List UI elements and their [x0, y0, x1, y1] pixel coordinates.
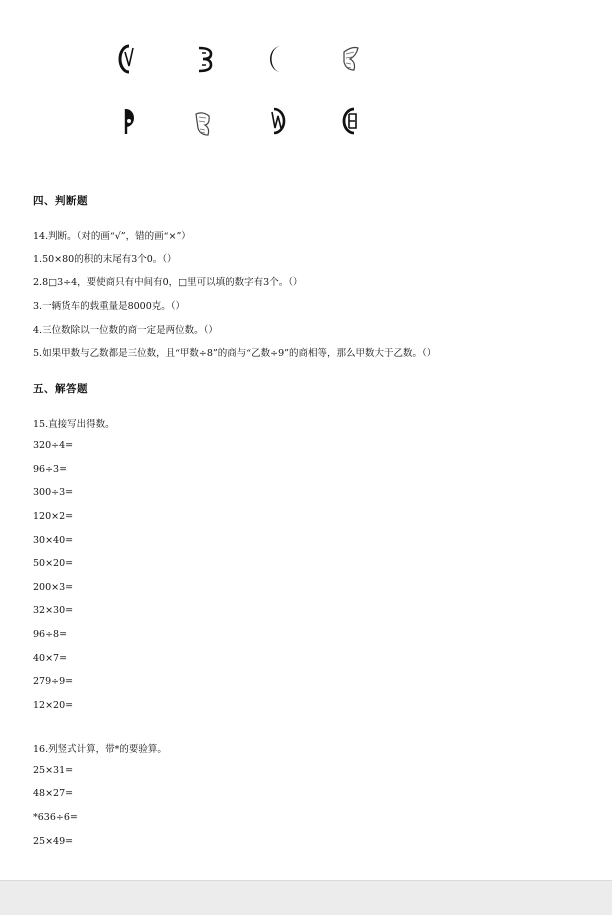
vertical-calc-item: 25×49= [33, 836, 74, 847]
question-14: 14.判断。（对的画“√”，错的画“×”） [33, 231, 191, 242]
half-reverse-p-icon [118, 106, 140, 136]
judge-item-1: 1.50×80的积的末尾有3个0。（） [33, 254, 177, 265]
judge-item-4: 4.三位数除以一位数的商一定是两位数。（） [33, 325, 218, 336]
half-W-icon [266, 106, 288, 136]
calc-item: 30×40= [33, 535, 74, 546]
vertical-calc-item: 25×31= [33, 765, 74, 776]
calc-item: 200×3= [33, 582, 74, 593]
question-16: 16.列竖式计算，带*的要验算。 [33, 744, 167, 755]
half-butterfly-icon [193, 108, 215, 138]
vertical-calc-item: 48×27= [33, 788, 74, 799]
judge-item-2: 2.8□3÷4，要使商只有中间有0，□里可以填的数字有3个。（） [33, 277, 303, 288]
vertical-calc-item: *636÷6= [33, 812, 78, 823]
section-4-title: 四、判断题 [33, 195, 88, 207]
calc-item: 300÷3= [33, 487, 74, 498]
calc-item: 40×7= [33, 653, 68, 664]
viewer-bottom-bar [0, 880, 612, 915]
half-3-icon [193, 44, 215, 74]
section-5-title: 五、解答题 [33, 383, 88, 395]
calc-item: 50×20= [33, 558, 74, 569]
calc-item: 32×30= [33, 605, 74, 616]
question-15: 15.直接写出得数。 [33, 419, 115, 430]
calc-item: 12×20= [33, 700, 74, 711]
half-butterfly-icon [340, 44, 362, 74]
judge-item-5: 5.如果甲数与乙数都是三位数，且“甲数÷8”的商与“乙数÷9”的商相等，那么甲数大于乙数。（） [33, 348, 437, 359]
calc-item: 320÷4= [33, 440, 74, 451]
calc-item: 120×2= [33, 511, 74, 522]
calc-item: 96÷3= [33, 464, 68, 475]
judge-item-3: 3.一辆货车的载重量是8000克。（） [33, 301, 185, 312]
calc-item: 96÷8= [33, 629, 68, 640]
half-moon-icon [266, 44, 288, 74]
half-E-icon [340, 106, 362, 136]
half-V-icon [118, 44, 140, 74]
calc-item: 279÷9= [33, 676, 74, 687]
